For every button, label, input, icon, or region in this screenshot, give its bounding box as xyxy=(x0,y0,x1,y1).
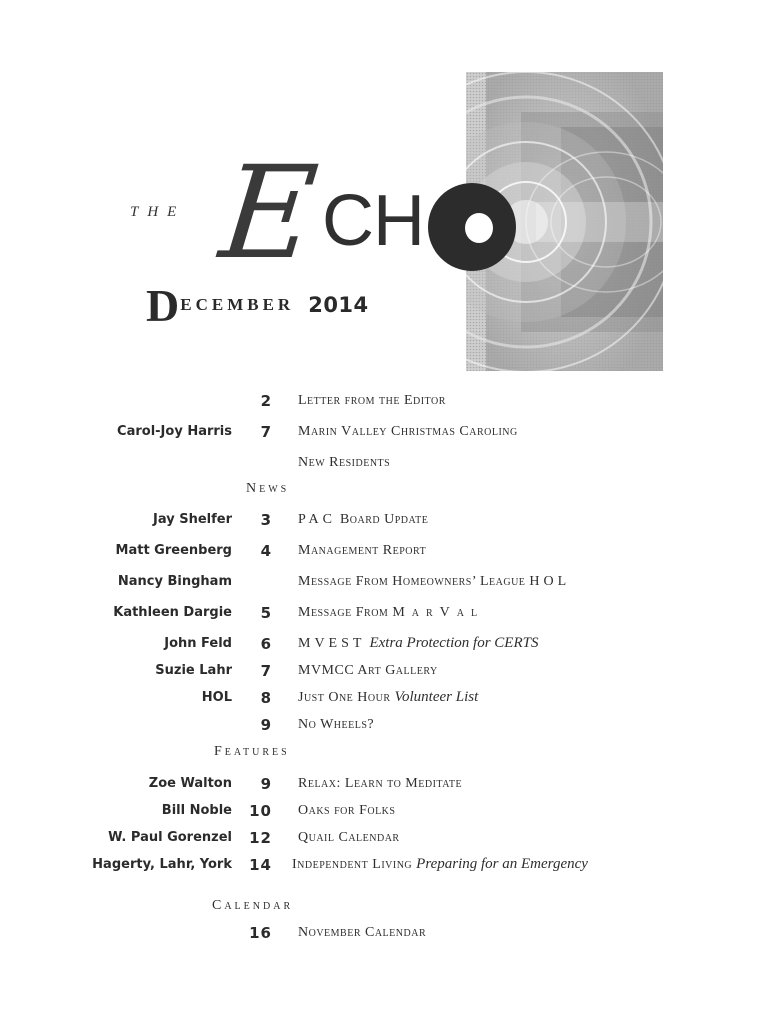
toc-title-part: Board Update xyxy=(339,512,429,527)
toc-page-number: 7 xyxy=(260,662,272,680)
toc-title[interactable]: New Residents xyxy=(298,455,391,470)
issue-month-initial: D xyxy=(146,279,180,331)
toc-author: Zoe Walton xyxy=(148,776,232,791)
section-heading-calendar: Calendar xyxy=(212,898,294,913)
toc-title[interactable]: Relax: Learn to Meditate xyxy=(298,776,463,791)
toc-page-number: 10 xyxy=(249,802,272,820)
toc-title-part: Message From Homeowners’ League xyxy=(298,574,526,589)
toc-author: HOL xyxy=(201,690,232,705)
toc-title[interactable] xyxy=(298,574,570,590)
toc-author: Matt Greenberg xyxy=(115,543,232,558)
toc-page-number: 16 xyxy=(249,924,272,942)
toc-page-number: 9 xyxy=(260,716,272,734)
toc-author: John Feld xyxy=(164,636,232,651)
toc-title[interactable]: Letter from the Editor xyxy=(298,393,446,408)
toc-title[interactable]: Quail Calendar xyxy=(298,830,400,845)
toc-title[interactable] xyxy=(298,605,484,621)
toc-author: Kathleen Dargie xyxy=(113,605,232,620)
masthead-echo-o-circle xyxy=(428,183,516,271)
toc-author: Jay Shelfer xyxy=(153,512,232,527)
toc-page-number: 14 xyxy=(249,856,272,874)
toc-title-part: Extra Protection for CERTS xyxy=(369,635,539,651)
toc-author: Nancy Bingham xyxy=(117,574,232,589)
toc-author: Hagerty, Lahr, York xyxy=(92,857,232,872)
toc-title[interactable]: No Wheels? xyxy=(298,717,375,732)
masthead-echo-e: E xyxy=(214,139,324,288)
toc-title-part: MVEST xyxy=(298,636,366,651)
toc-title-part: Volunteer List xyxy=(394,689,479,705)
toc-title[interactable]: Oaks for Folks xyxy=(298,803,396,818)
toc-title[interactable] xyxy=(292,856,588,873)
issue-date xyxy=(146,279,369,331)
toc-page-number: 12 xyxy=(249,829,272,847)
toc-title-part: Independent Living xyxy=(292,857,413,872)
toc-title[interactable] xyxy=(298,689,478,706)
toc-page-number: 7 xyxy=(260,423,272,441)
toc-author: Bill Noble xyxy=(161,803,232,818)
toc-title-part: PAC xyxy=(298,512,336,527)
toc-page-number: 4 xyxy=(260,542,272,560)
toc-title[interactable]: November Calendar xyxy=(298,925,427,940)
toc-page-number: 8 xyxy=(260,689,272,707)
toc-title-part: Just One Hour xyxy=(298,690,391,705)
masthead-echo-ch: CH xyxy=(322,181,424,261)
toc-title[interactable] xyxy=(298,512,428,528)
toc-title-part: HOL xyxy=(529,574,571,589)
toc-page-number: 2 xyxy=(260,392,272,410)
toc-title-part: Preparing for an Emergency xyxy=(416,856,588,872)
toc-page-number: 3 xyxy=(260,511,272,529)
toc-page-number: 9 xyxy=(260,775,272,793)
toc-author: Suzie Lahr xyxy=(155,663,232,678)
toc-page-number: 5 xyxy=(260,604,272,622)
toc-title[interactable]: MVMCC Art Gallery xyxy=(298,663,438,678)
section-heading-news: News xyxy=(246,481,290,496)
issue-month-rest: ECEMBER xyxy=(180,295,295,314)
toc-page-number: 6 xyxy=(260,635,272,653)
toc-title[interactable] xyxy=(298,635,538,652)
issue-year: 2014 xyxy=(308,293,369,317)
toc-author: Carol-Joy Harris xyxy=(117,424,232,439)
toc-title-part: Message From xyxy=(298,605,389,620)
section-heading-features: Features xyxy=(214,744,290,759)
toc-title-part: MarVal xyxy=(392,605,485,620)
masthead-the: THE xyxy=(130,204,186,220)
toc-title[interactable]: Management Report xyxy=(298,543,427,558)
toc-author: W. Paul Gorenzel xyxy=(108,830,232,845)
toc-title[interactable]: Marin Valley Christmas Caroling xyxy=(298,424,518,439)
